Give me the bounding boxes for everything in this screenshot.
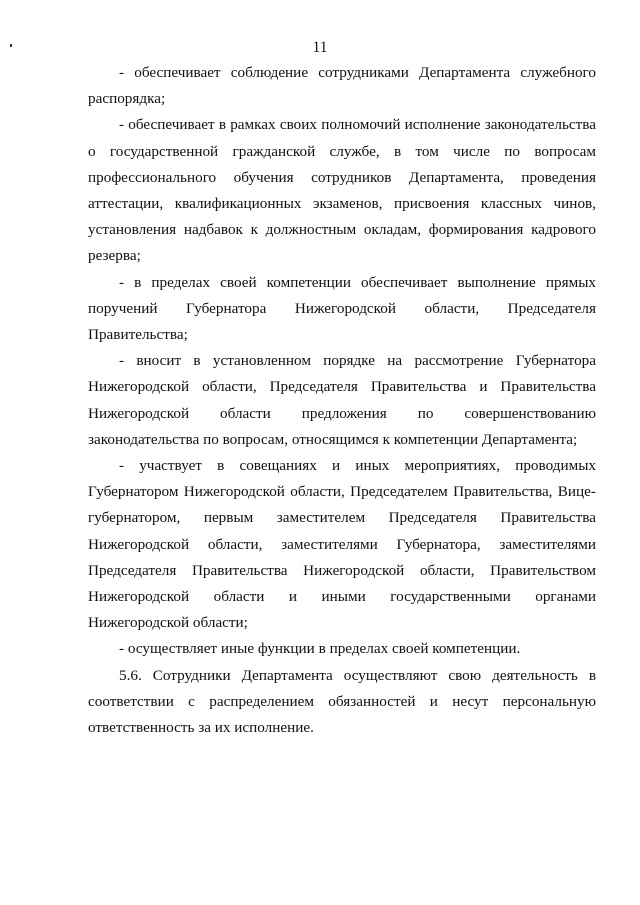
paragraph-bullet-meetings: - участвует в совещаниях и иных мероприятиях, проводимых Губернатором Нижегородской области, Председателем Правительства, Вице-губернатором, первым заместителем Председателя Правительства Нижегородской области, заместителями Губернатора, заместителями Председателя Правительства Нижегородской области, Правительством Нижегородской области и иными государственными органами Нижегородской области; <box>88 457 596 632</box>
paragraph-bullet-civil-service-law: - обеспечивает в рамках своих полномочий исполнение законодательства о государственной гражданской службе, в том числе по вопросам профессионального обучения сотрудников Департамента, проведения аттестации, квалификационных экзаменов, присвоения классных чинов, установления надбавок к должностным окладам, формирования кадрового резерва; <box>88 116 596 265</box>
paragraph-section-5-6: 5.6. Сотрудники Департамента осуществляют свою деятельность в соответствии с распределением обязанностей и несут персональную ответственность за их исполнение. <box>88 666 596 737</box>
document-body <box>88 60 596 741</box>
paragraph-bullet-service-routine: - обеспечивает соблюдение сотрудниками Департамента служебного распорядка; <box>88 64 596 108</box>
paragraph-bullet-other-functions: - осуществляет иные функции в пределах своей компетенции. <box>119 640 521 658</box>
paragraph-bullet-legislation-proposals: - вносит в установленном порядке на рассмотрение Губернатора Нижегородской области, Председателя Правительства и Правительства Нижегородской области предложения по совершенствованию законодательства по вопросам, относящимся к компетенции Департамента; <box>88 352 596 448</box>
page-number: 11 <box>312 39 328 56</box>
paragraph-bullet-governor-orders: - в пределах своей компетенции обеспечивает выполнение прямых поручений Губернатора Нижегородской области, Председателя Правительства; <box>88 273 596 344</box>
